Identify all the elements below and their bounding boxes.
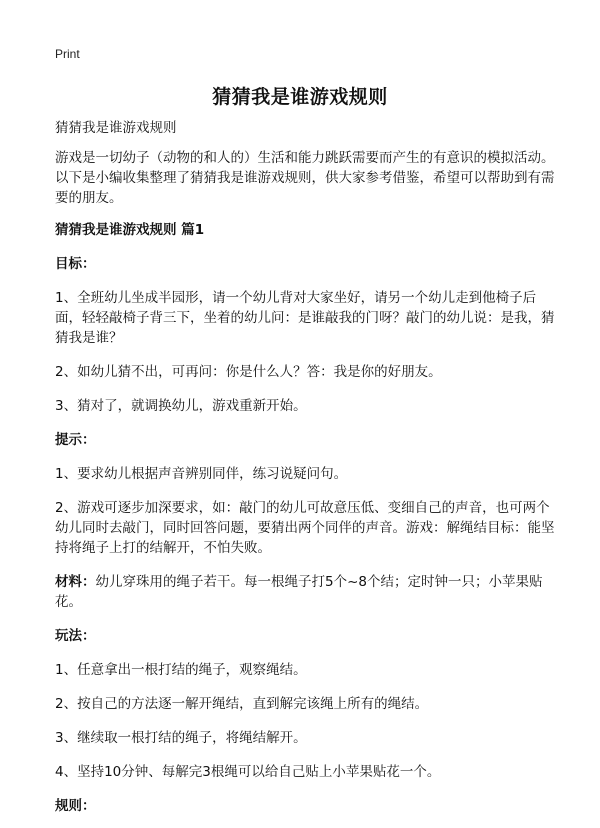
tips-heading: 提示： <box>55 432 96 448</box>
goal-item: 2、如幼儿猜不出，可再问：你是什么人？答：我是你的好朋友。 <box>55 364 442 380</box>
intro-paragraph: 游戏是一切幼子（动物的和人的）生活和能力跳跃需要而产生的有意识的模拟活动。以下是小编收集整理了猜猜我是谁游戏规则，供大家参考借鉴，希望可以帮助到有需要的朋友。 <box>55 150 555 206</box>
document-subtitle: 猜猜我是谁游戏规则 <box>55 120 177 136</box>
materials-label: 材料： <box>55 574 96 590</box>
materials-text: 幼儿穿珠用的绳子若干。每一根绳子打5个~8个结；定时钟一只；小苹果贴花。 <box>55 574 543 610</box>
play-step: 4、坚持10分钟、每解完3根绳可以给自己贴上小苹果贴花一个。 <box>55 764 441 780</box>
tip-item: 1、要求幼儿根据声音辨别同伴，练习说疑问句。 <box>55 466 348 482</box>
play-step: 3、继续取一根打结的绳子，将绳结解开。 <box>55 730 307 746</box>
tip-item: 2、游戏可逐步加深要求，如：敲门的幼儿可故意压低、变细自己的声音，也可两个幼儿同时去敲门，同时回答问题，要猜出两个同伴的声音。游戏：解绳结目标：能坚持将绳子上打的结解开，不怕失败。 <box>55 500 555 556</box>
play-heading: 玩法： <box>55 628 96 644</box>
section-heading: 猜猜我是谁游戏规则 篇1 <box>55 222 205 238</box>
play-step: 2、按自己的方法逐一解开绳结，直到解完该绳上所有的绳结。 <box>55 696 429 712</box>
document-body <box>55 118 555 816</box>
goal-item: 3、猜对了，就调换幼儿，游戏重新开始。 <box>55 398 307 414</box>
play-step: 1、任意拿出一根打结的绳子，观察绳结。 <box>55 662 307 678</box>
materials-paragraph <box>55 572 555 612</box>
rules-heading: 规则： <box>55 798 96 814</box>
print-label: Print <box>55 47 80 61</box>
goal-item: 1、全班幼儿坐成半园形，请一个幼儿背对大家坐好，请另一个幼儿走到他椅子后面，轻轻敲椅子背三下，坐着的幼儿问：是谁敲我的门呀？敲门的幼儿说：是我，猜猜我是谁？ <box>55 290 555 346</box>
goal-heading: 目标： <box>55 256 96 272</box>
document-title: 猜猜我是谁游戏规则 <box>212 86 388 108</box>
